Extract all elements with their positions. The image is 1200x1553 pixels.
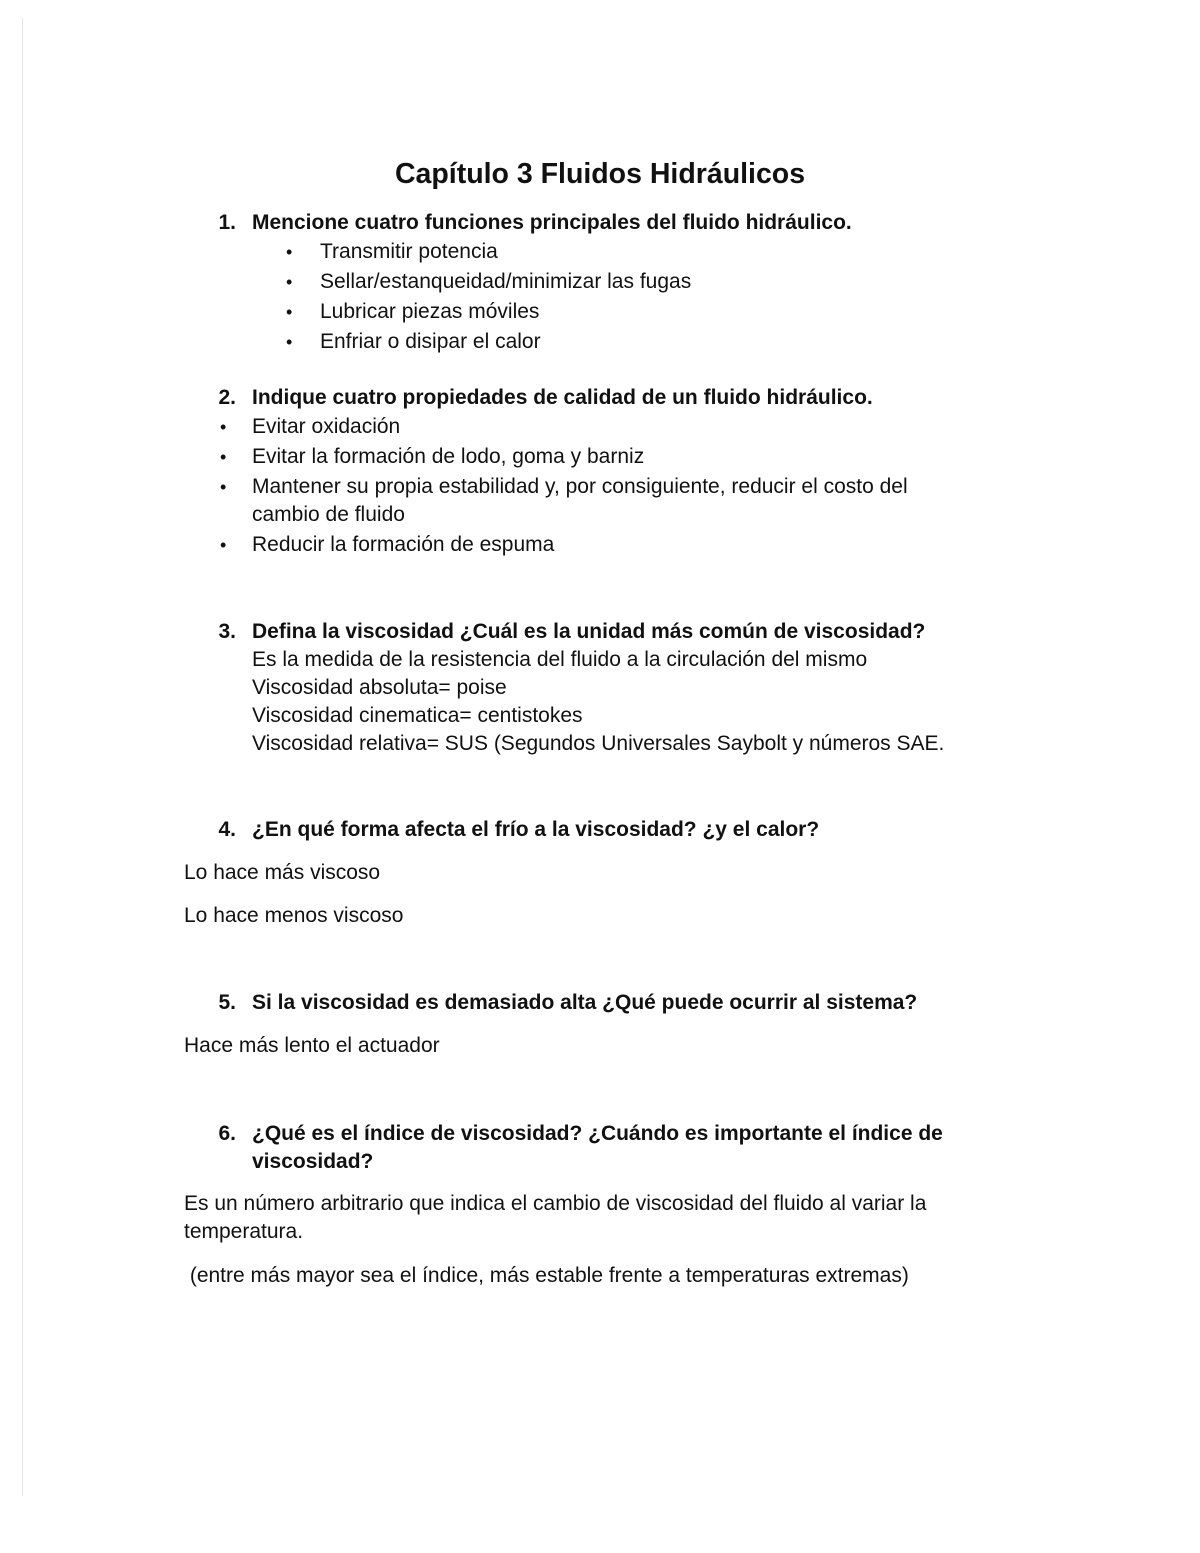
q2-number: 2.: [218, 386, 236, 409]
q3-answer-line-2: Viscosidad absoluta= poise: [252, 676, 507, 699]
q4-answer-cold: Lo hace más viscoso: [184, 861, 381, 884]
q2-question: Indique cuatro propiedades de calidad de un fluido hidráulico.: [252, 386, 873, 409]
q1-item-4: Enfriar o disipar el calor: [320, 330, 541, 353]
q6-answer-line-1: Es un número arbitrario que indica el cambio de viscosidad del fluido al variar la: [184, 1192, 927, 1215]
q2-item-3-continued: cambio de fluido: [252, 503, 405, 526]
q6-number: 6.: [218, 1122, 236, 1145]
q2-item-4: Reducir la formación de espuma: [252, 533, 555, 556]
q1-item-3: Lubricar piezas móviles: [320, 300, 540, 323]
q6-question-line-1: ¿Qué es el índice de viscosidad? ¿Cuándo es importante el índice de: [252, 1122, 943, 1145]
q4-question: ¿En qué forma afecta el frío a la viscosidad? ¿y el calor?: [252, 818, 820, 841]
q1-bullet-2: •: [286, 272, 293, 292]
q6-question-line-2: viscosidad?: [252, 1150, 374, 1173]
q5-question: Si la viscosidad es demasiado alta ¿Qué puede ocurrir al sistema?: [252, 991, 918, 1014]
q1-question: Mencione cuatro funciones principales del fluido hidráulico.: [252, 211, 852, 234]
q2-item-2: Evitar la formación de lodo, goma y barniz: [252, 445, 645, 468]
q1-item-1: Transmitir potencia: [320, 240, 498, 263]
q2-bullet-3: •: [220, 477, 227, 497]
page-edge: [22, 18, 23, 1496]
q3-number: 3.: [218, 620, 236, 643]
q1-bullet-3: •: [286, 302, 293, 322]
q2-item-3: Mantener su propia estabilidad y, por consiguiente, reducir el costo del: [252, 475, 908, 498]
q3-question: Defina la viscosidad ¿Cuál es la unidad más común de viscosidad?: [252, 620, 926, 643]
q6-note: (entre más mayor sea el índice, más estable frente a temperaturas extremas): [184, 1264, 909, 1287]
q2-bullet-1: •: [220, 417, 227, 437]
q1-item-2: Sellar/estanqueidad/minimizar las fugas: [320, 270, 692, 293]
q1-bullet-1: •: [286, 242, 293, 262]
q2-bullet-2: •: [220, 447, 227, 467]
q5-answer: Hace más lento el actuador: [184, 1034, 440, 1057]
page-title: Capítulo 3 Fluidos Hidráulicos: [394, 158, 806, 190]
q3-answer-line-3: Viscosidad cinematica= centistokes: [252, 704, 583, 727]
q2-item-1: Evitar oxidación: [252, 415, 401, 438]
q2-bullet-4: •: [220, 535, 227, 555]
q3-answer-line-4: Viscosidad relativa= SUS (Segundos Universales Saybolt y números SAE.: [252, 732, 945, 755]
q1-bullet-4: •: [286, 332, 293, 352]
q1-number: 1.: [218, 211, 236, 234]
q5-number: 5.: [218, 991, 236, 1014]
q3-answer-line-1: Es la medida de la resistencia del fluido a la circulación del mismo: [252, 648, 868, 671]
q4-number: 4.: [218, 818, 236, 841]
q6-answer-line-2: temperatura.: [184, 1220, 304, 1243]
q4-answer-heat: Lo hace menos viscoso: [184, 904, 404, 927]
